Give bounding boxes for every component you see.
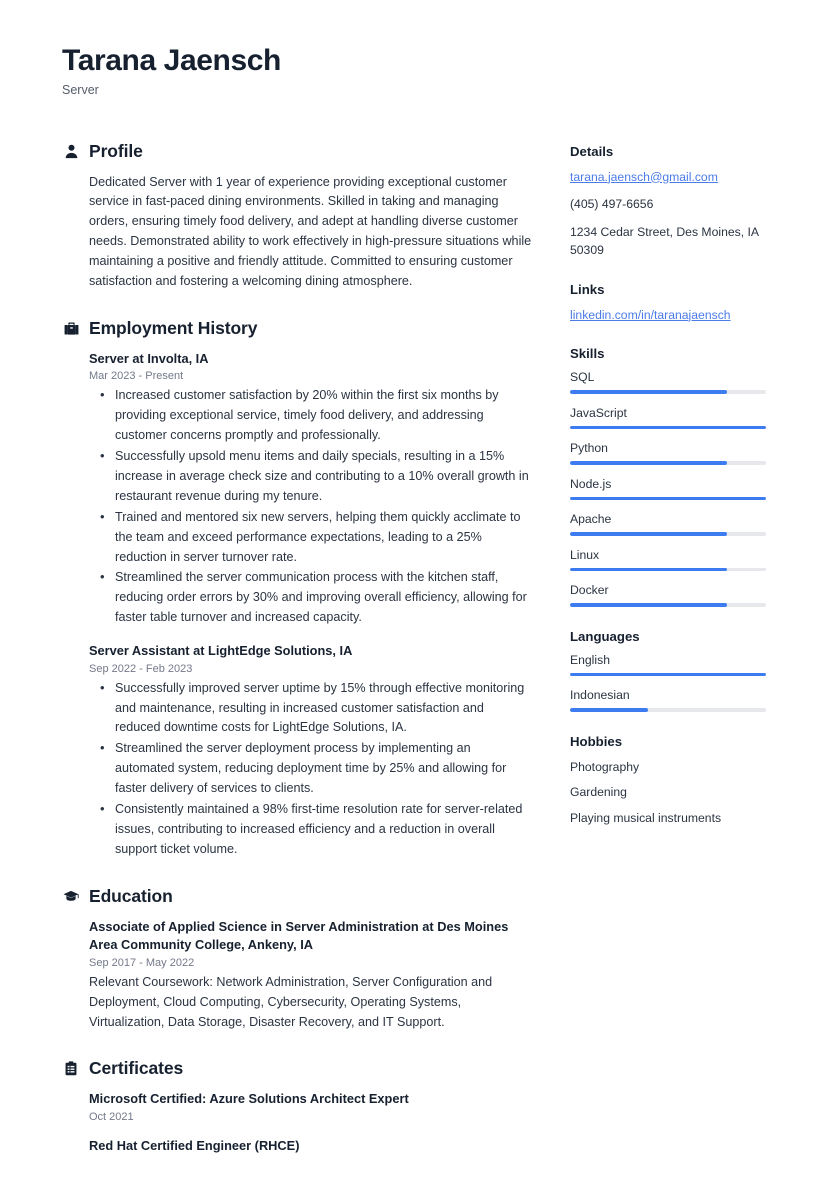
sidebar-languages-title: Languages <box>570 628 640 644</box>
resume-columns <box>62 141 771 1182</box>
candidate-job-title: Server <box>62 82 99 97</box>
section-education-title: Education <box>89 885 173 906</box>
skill-item <box>570 370 770 394</box>
skill-level-fill <box>570 568 727 572</box>
section-profile-header <box>62 141 532 162</box>
section-employment-header <box>62 318 532 339</box>
sidebar-languages <box>570 629 770 712</box>
sidebar-column <box>570 141 770 850</box>
employment-entry-title: Server at Involta, IA <box>89 350 209 366</box>
skill-label: Apache <box>570 512 612 527</box>
employment-entry <box>89 350 532 628</box>
bullet-item: • Increased customer satisfaction by 20% within the first six months by providing exceptional service, timely food delivery, and addressing customer concerns promptly and professionally. <box>89 386 532 446</box>
hobby-item: Gardening <box>570 785 627 800</box>
sidebar-skills <box>570 346 770 607</box>
skill-level-bar <box>570 568 766 572</box>
bullet-item: • Streamlined the server communication process with the kitchen staff, reducing order errors by 30% and improving overall efficiency, allowing for faster table turnover and increased capacity. <box>89 568 532 628</box>
bullet-item: • Successfully improved server uptime by 15% through effective monitoring and maintenance, resulting in increased customer satisfaction and reduced downtime costs for LightEdge Solutions, IA. <box>89 679 532 739</box>
language-level-bar <box>570 708 766 712</box>
phone-text: (405) 497-6656 <box>570 197 654 212</box>
section-education-header <box>62 886 532 907</box>
linkedin-link[interactable]: linkedin.com/in/taranajaensch <box>570 307 731 322</box>
language-level-bar <box>570 673 766 677</box>
skill-level-bar <box>570 497 766 501</box>
skill-item <box>570 512 770 536</box>
skill-item <box>570 406 770 430</box>
bullet-item: • Successfully upsold menu items and daily specials, resulting in a 15% increase in average check size and contributing to a 10% overall growth in restaurant revenue during my tenure. <box>89 447 532 507</box>
section-certificates-header <box>62 1058 532 1079</box>
email-link[interactable]: tarana.jaensch@gmail.com <box>570 169 718 184</box>
education-entry-title: Associate of Applied Science in Server Administration at Des Moines Area Community College, Ankeny, IA <box>89 918 509 953</box>
sidebar-skills-title: Skills <box>570 346 605 362</box>
skill-level-fill <box>570 497 766 501</box>
skill-item <box>570 441 770 465</box>
skill-label: SQL <box>570 370 595 385</box>
skill-label: Linux <box>570 547 600 562</box>
certificate-entry <box>89 1137 532 1156</box>
sidebar-hobbies-title: Hobbies <box>570 733 623 749</box>
certificate-entry <box>89 1090 532 1123</box>
section-profile <box>62 141 532 292</box>
section-education-body <box>62 918 532 1033</box>
skill-label: Python <box>570 441 608 456</box>
skill-item <box>570 583 770 607</box>
section-employment <box>62 318 532 860</box>
bullet-item: • Trained and mentored six new servers, helping them quickly acclimate to the team and exceed performance expectations, leading to a 25% reduction in server turnover rate. <box>89 508 532 568</box>
language-item <box>570 688 770 712</box>
employment-entry-date: Mar 2023 - Present <box>89 370 184 383</box>
employment-entry-bullets <box>89 679 532 860</box>
skill-item <box>570 477 770 501</box>
language-item <box>570 653 770 677</box>
skill-item <box>570 548 770 572</box>
hobby-item: Photography <box>570 759 640 774</box>
section-certificates-title: Certificates <box>89 1058 184 1079</box>
graduation-cap-icon <box>62 887 80 905</box>
skill-level-bar <box>570 603 766 607</box>
skill-level-fill <box>570 532 727 536</box>
bullet-item: • Consistently maintained a 98% first-time resolution rate for server-related issues, contributing to increased efficiency and a reduction in overall support ticket volume. <box>89 800 532 860</box>
language-level-fill <box>570 708 648 712</box>
employment-entry <box>89 642 532 860</box>
resume-header <box>62 44 771 97</box>
skill-label: Node.js <box>570 476 612 491</box>
language-label: English <box>570 652 610 667</box>
certificate-entry-title: Red Hat Certified Engineer (RHCE) <box>89 1137 300 1153</box>
skill-level-bar <box>570 461 766 465</box>
education-entry <box>89 918 532 1033</box>
section-employment-body <box>62 350 532 860</box>
skill-level-bar <box>570 532 766 536</box>
employment-entry-date: Sep 2022 - Feb 2023 <box>89 662 193 675</box>
sidebar-details-title: Details <box>570 143 614 159</box>
employment-entry-bullets <box>89 386 532 628</box>
section-certificates-body <box>62 1090 532 1155</box>
section-certificates <box>62 1058 532 1155</box>
skill-label: Docker <box>570 583 609 598</box>
certificate-entry-title: Microsoft Certified: Azure Solutions Architect Expert <box>89 1091 409 1107</box>
section-employment-title: Employment History <box>89 317 258 338</box>
language-label: Indonesian <box>570 688 630 703</box>
hobby-item: Playing musical instruments <box>570 810 722 825</box>
person-icon <box>62 142 80 160</box>
address-text: 1234 Cedar Street, Des Moines, IA 50309 <box>570 224 759 258</box>
skill-level-fill <box>570 390 727 394</box>
education-entry-date: Sep 2017 - May 2022 <box>89 956 195 969</box>
sidebar-details <box>570 144 770 260</box>
section-education <box>62 886 532 1033</box>
education-entry-description: Relevant Coursework: Network Administration, Server Configuration and Deployment, Cloud Computing, Cybersecurity, Operating Systems, Virtualization, Data Storage, Disaster Recovery, and IT Support. <box>89 974 493 1029</box>
employment-entry-title: Server Assistant at LightEdge Solutions, IA <box>89 643 353 659</box>
sidebar-hobbies <box>570 734 770 828</box>
certificate-entry-date: Oct 2021 <box>89 1110 134 1123</box>
language-level-fill <box>570 673 766 677</box>
sidebar-links <box>570 282 770 325</box>
briefcase-icon <box>62 319 80 337</box>
skill-level-bar <box>570 426 766 430</box>
skill-level-fill <box>570 461 727 465</box>
main-column <box>62 141 532 1182</box>
section-profile-body <box>62 173 532 292</box>
section-profile-title: Profile <box>89 140 143 161</box>
sidebar-links-title: Links <box>570 281 605 297</box>
clipboard-icon <box>62 1060 80 1078</box>
skill-level-fill <box>570 603 727 607</box>
bullet-item: • Streamlined the server deployment process by implementing an automated system, reducing deployment time by 25% and allowing for faster delivery of services to clients. <box>89 739 532 799</box>
skill-label: JavaScript <box>570 405 627 420</box>
skill-level-bar <box>570 390 766 394</box>
candidate-name: Tarana Jaensch <box>62 44 281 77</box>
profile-text: Dedicated Server with 1 year of experience providing exceptional customer service in fast-paced dining environments. Skilled in taking and managing orders, ensuring timely food delivery, and adept at handling diverse customer needs. Demonstrated ability to work effectively in high-pressure situations while maintaining a positive and friendly attitude. Committed to ensuring customer satisfaction and fostering a welcoming dining atmosphere. <box>89 174 532 288</box>
skill-level-fill <box>570 426 766 430</box>
